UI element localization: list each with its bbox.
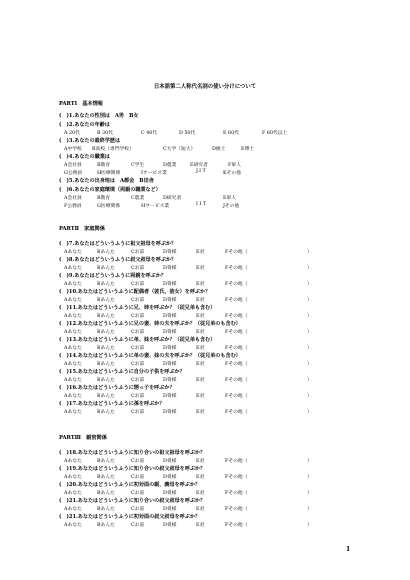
part2-answer-option: E君 [196, 298, 205, 303]
part2-answer-option: Bあんた [97, 330, 115, 335]
q4-option-j: J.I T [196, 169, 206, 174]
part2-answer-option: Aあなた [64, 410, 82, 415]
part3-answer-option: Fその他（ [225, 491, 248, 496]
part3-answer-option: Cお前 [131, 507, 145, 512]
part3-question: ( )18.あなたはどういうふうに知り合いの祖父祖母を呼ぶか？ [59, 450, 206, 456]
part2-answer-option: Cお前 [131, 250, 145, 255]
part2-answer-option: Fその他（ [225, 378, 248, 383]
part2-answer-option: D貴様 [163, 266, 177, 271]
part3-answer-option: D貴様 [163, 475, 177, 480]
q4-option-i: Iサービス業 [141, 171, 167, 176]
q6-option-d: D研究者 [163, 196, 182, 201]
q6-option-g: G医療関係 [97, 204, 121, 209]
part2-answer-option: D貴様 [163, 394, 177, 399]
part2-answer-option: Cお前 [131, 298, 145, 303]
part2-question: ( )7.あなたはどういうふうに祖父祖母を呼ぶか？ [59, 241, 177, 247]
part2-answer-option: ） [307, 298, 312, 303]
part2-answer-option: E君 [196, 282, 205, 287]
part3-answer-option: Aあなた [64, 459, 82, 464]
q4-option-b: B教育 [97, 163, 111, 168]
part2-answer-option: E君 [196, 394, 205, 399]
part3-answer-option: Cお前 [131, 491, 145, 496]
part2-answer-option: Fその他（ [225, 362, 248, 367]
q4-option-d: D農業 [163, 163, 177, 168]
part2-question: ( )15.あなたはどういうふうに自分の子供を呼ぶか？ [59, 369, 185, 375]
part2-answer-option: Bあんた [97, 266, 115, 271]
part2-answer-option: Cお前 [131, 266, 145, 271]
q6-option-f: F公務員 [64, 204, 82, 209]
part3-answer-option: D貴様 [163, 507, 177, 512]
part3-answer-option: Cお前 [131, 459, 145, 464]
part1-header: PARTⅠ 基本情報 [59, 101, 103, 107]
part3-answer-option: ） [307, 459, 312, 464]
part2-answer-option: Fその他（ [225, 394, 248, 399]
part2-answer-option: D貴様 [163, 362, 177, 367]
part2-answer-option: D貴様 [163, 298, 177, 303]
question-5: ( )5.あなたの出身地は A都会 B田舎 [59, 178, 154, 184]
part2-answer-option: Aあなた [64, 298, 82, 303]
q4-option-a: A会社員 [64, 163, 82, 168]
part3-answer-option: Aあなた [64, 475, 82, 480]
question-6: ( )6.あなたの家庭環境（両親の職業など） [59, 187, 161, 193]
part2-question: ( )9.あなたはどういうふうに両親を呼ぶか？ [59, 273, 166, 279]
part2-answer-option: D貴様 [163, 282, 177, 287]
part2-answer-option: Aあなた [64, 378, 82, 383]
question-2: ( )2.あなたの年齢は [59, 122, 110, 128]
part3-question: ( )20.あなたはどういうふうに初対面の親、義母を呼ぶか？ [59, 482, 201, 488]
part3-answer-option: E君 [196, 523, 205, 528]
part3-answer-option: Fその他（ [225, 475, 248, 480]
part2-answer-option: Fその他（ [225, 346, 248, 351]
part2-question: ( )12.あなたはどういうふうに兄の妻、姉の夫を呼ぶか？（従兄弟のも含む） [59, 321, 241, 327]
question-4: ( )4.あなたの職業は [59, 154, 110, 160]
q4-option-f: F軍人 [228, 163, 241, 168]
part2-answer-option: E君 [196, 378, 205, 383]
part2-answer-option: ） [307, 346, 312, 351]
part2-answer-option: E君 [196, 314, 205, 319]
part2-answer-option: Bあんた [97, 346, 115, 351]
part2-answer-option: Aあなた [64, 314, 82, 319]
page-title: 日本語第二人称代名詞の使い分けについて [153, 84, 257, 90]
q4-option-e: E研究者 [190, 163, 208, 168]
part2-answer-option: Aあなた [64, 330, 82, 335]
part2-answer-option: Bあんた [97, 394, 115, 399]
q3-option-d: D修士 [212, 147, 226, 152]
part3-answer-option: Fその他（ [225, 507, 248, 512]
part2-answer-option: Aあなた [64, 250, 82, 255]
part3-answer-option: ） [307, 523, 312, 528]
part3-answer-option: Aあなた [64, 523, 82, 528]
part2-answer-option: Fその他（ [225, 282, 248, 287]
question-3: ( )3.あなたの最終学歴は [59, 138, 121, 144]
part2-answer-option: ） [307, 394, 312, 399]
part2-question: ( )14.あなたはどういうふうに弟の妻、妹の夫を呼ぶか？（従兄弟のも含む） [59, 353, 241, 359]
part3-answer-option: Bあんた [97, 507, 115, 512]
part3-answer-option: Aあなた [64, 491, 82, 496]
part2-answer-option: D貴様 [163, 346, 177, 351]
part2-answer-option: D貴様 [163, 410, 177, 415]
part2-answer-option: Bあんた [97, 282, 115, 287]
q4-option-h: H医療関係 [97, 171, 121, 176]
q6-option-i: I I T [196, 202, 207, 207]
part3-answer-option: ） [307, 491, 312, 496]
part2-answer-option: Cお前 [131, 362, 145, 367]
q6-option-c: C農業 [131, 196, 145, 201]
part2-answer-option: ） [307, 410, 312, 415]
q3-option-e: E博士 [241, 147, 255, 152]
part2-header: PARTⅡ 家庭関係 [59, 226, 105, 232]
part3-answer-option: E君 [196, 507, 205, 512]
part2-answer-option: Fその他（ [225, 314, 248, 319]
part2-answer-option: Bあんた [97, 362, 115, 367]
part3-answer-option: E君 [196, 491, 205, 496]
part3-answer-option: Fその他（ [225, 523, 248, 528]
page-number: 1 [346, 546, 351, 553]
part2-answer-option: Bあんた [97, 314, 115, 319]
q4-option-c: C学生 [131, 163, 145, 168]
part3-answer-option: Fその他（ [225, 459, 248, 464]
part3-answer-option: D貴様 [163, 491, 177, 496]
part2-answer-option: Aあなた [64, 282, 82, 287]
part2-answer-option: D貴様 [163, 250, 177, 255]
part2-question: ( )10.あなたはどういうふうに配偶者（彼氏、彼女）を呼ぶか？ [59, 289, 211, 295]
part2-answer-option: E君 [196, 250, 205, 255]
part2-answer-option: E君 [196, 266, 205, 271]
part3-question: ( )21.あなたはどういうふうに初対面の叔父叔母を呼ぶか？ [59, 514, 201, 520]
q6-option-a: A会社員 [64, 196, 82, 201]
part2-answer-option: ） [307, 266, 312, 271]
part3-answer-option: ） [307, 507, 312, 512]
part2-answer-option: D貴様 [163, 330, 177, 335]
part2-answer-option: Aあなた [64, 346, 82, 351]
part2-answer-option: Aあなた [64, 362, 82, 367]
part3-answer-option: E君 [196, 459, 205, 464]
part2-answer-option: Bあんた [97, 298, 115, 303]
q6-option-e: E軍人 [223, 196, 237, 201]
part3-answer-option: D貴様 [163, 523, 177, 528]
part2-question: ( )8.あなたはどういうふうに叔父叔母を呼ぶか？ [59, 257, 177, 263]
part3-answer-option: E君 [196, 475, 205, 480]
part2-answer-option: Fその他（ [225, 250, 248, 255]
part2-answer-option: Fその他（ [225, 298, 248, 303]
part2-answer-option: Cお前 [131, 394, 145, 399]
part3-answer-option: Bあんた [97, 475, 115, 480]
part3-answer-option: Aあなた [64, 507, 82, 512]
part2-answer-option: E君 [196, 410, 205, 415]
part3-answer-option: D貴様 [163, 459, 177, 464]
q2-option-b: B 30代 [97, 131, 113, 136]
part2-answer-option: Bあんた [97, 250, 115, 255]
q6-option-b: B教育 [97, 196, 111, 201]
part3-header: PARTⅢ 親密関係 [59, 435, 107, 441]
q3-option-c: C大学（短大） [163, 147, 196, 152]
part2-answer-option: E君 [196, 346, 205, 351]
part3-answer-option: Cお前 [131, 475, 145, 480]
part2-answer-option: E君 [196, 330, 205, 335]
part2-answer-option: Cお前 [131, 330, 145, 335]
part2-question: ( )16.あなたはどういうふうに甥っ子を呼ぶか？ [59, 385, 175, 391]
q2-option-d: D 50代 [179, 131, 196, 136]
part2-answer-option: Bあんた [97, 378, 115, 383]
part3-question: ( )19.あなたはどういうふうに知り合いの叔父叔母を呼ぶか？ [59, 466, 206, 472]
q2-option-e: E 60代 [223, 131, 239, 136]
q2-option-f: F 60代以上 [262, 131, 288, 136]
part2-answer-option: Cお前 [131, 410, 145, 415]
part2-answer-option: ） [307, 314, 312, 319]
part3-question: ( )21.あなたはどういうふうに知り合いの叔父叔母を呼ぶか？ [59, 498, 206, 504]
q2-option-c: C 40代 [141, 131, 158, 136]
part2-answer-option: Fその他（ [225, 410, 248, 415]
q6-option-h: Hサービス業 [141, 204, 170, 209]
part2-question: ( )17.あなたはどういうふうに孫を呼ぶか？ [59, 401, 165, 407]
part2-answer-option: Fその他（ [225, 266, 248, 271]
part2-answer-option: Cお前 [131, 378, 145, 383]
part2-answer-option: Bあんた [97, 410, 115, 415]
part2-question: ( )11.あなたはどういうふうに兄、姉を呼ぶか？（従兄弟も含む） [59, 305, 216, 311]
part2-answer-option: ） [307, 282, 312, 287]
part2-answer-option: Aあなた [64, 266, 82, 271]
part2-answer-option: E君 [196, 362, 205, 367]
q3-option-b: B高校（専門学校） [92, 147, 134, 152]
part3-answer-option: Bあんた [97, 491, 115, 496]
part2-answer-option: ） [307, 250, 312, 255]
part2-answer-option: Fその他（ [225, 330, 248, 335]
q3-option-a: A中学校 [64, 147, 82, 152]
part2-question: ( )13.あなたはどういうふうに弟、妹を呼ぶか？（従兄弟も含む） [59, 337, 216, 343]
q4-option-k: Kその他 [223, 171, 241, 176]
part3-answer-option: ） [307, 475, 312, 480]
q2-option-a: A 20代 [64, 131, 80, 136]
part3-answer-option: Bあんた [97, 523, 115, 528]
part2-answer-option: D貴様 [163, 314, 177, 319]
part2-answer-option: Cお前 [131, 314, 145, 319]
part2-answer-option: ） [307, 330, 312, 335]
question-1: ( )1.あなたの性別は A男 B女 [59, 113, 139, 119]
part2-answer-option: Cお前 [131, 282, 145, 287]
part2-answer-option: Aあなた [64, 394, 82, 399]
q6-option-j: Jその他 [223, 204, 240, 209]
part2-answer-option: ） [307, 378, 312, 383]
part2-answer-option: Cお前 [131, 346, 145, 351]
part3-answer-option: Bあんた [97, 459, 115, 464]
part2-answer-option: ） [307, 362, 312, 367]
q4-option-g: G公務員 [64, 171, 83, 176]
part2-answer-option: D貴様 [163, 378, 177, 383]
part3-answer-option: Cお前 [131, 523, 145, 528]
